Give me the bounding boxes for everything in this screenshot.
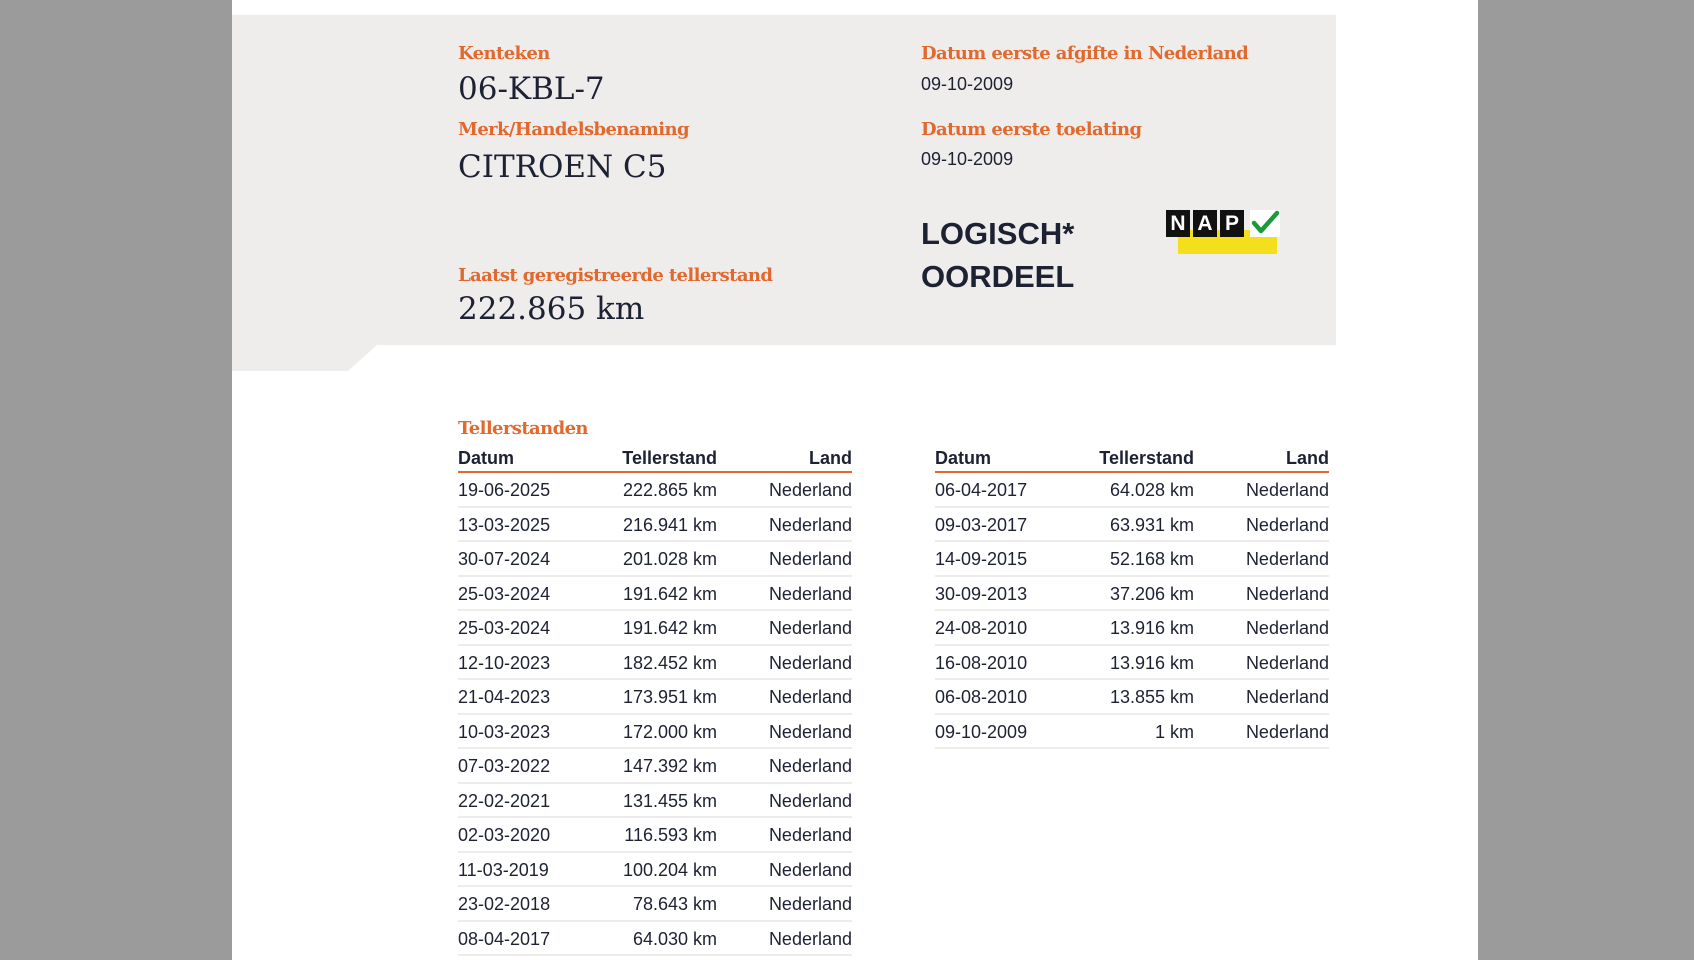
checkmark-icon	[1250, 210, 1280, 237]
row-datum: 08-04-2017	[458, 928, 551, 949]
row-datum: 06-04-2017	[935, 480, 1028, 500]
row-land: Nederland	[768, 859, 852, 880]
row-tellerstand: 147.392 km	[622, 756, 717, 776]
row-datum: 07-03-2022	[458, 756, 551, 776]
row-land: Nederland	[1245, 721, 1329, 742]
table-row	[458, 818, 852, 853]
header-datum: Datum	[458, 448, 515, 468]
row-tellerstand: 100.204 km	[622, 859, 717, 880]
afgifte-label: Datum eerste afgifte in Nederland	[921, 43, 1249, 64]
table-row	[935, 715, 1329, 750]
header-tellerstand: Tellerstand	[622, 448, 717, 468]
header-land: Land	[1286, 448, 1329, 468]
row-datum: 24-08-2010	[935, 618, 1028, 638]
row-land: Nederland	[768, 583, 852, 604]
row-datum: 30-09-2013	[935, 583, 1028, 604]
row-land: Nederland	[768, 825, 852, 845]
header-datum: Datum	[935, 448, 992, 468]
table-row	[935, 680, 1329, 715]
row-land: Nederland	[768, 480, 852, 500]
row-land: Nederland	[768, 928, 852, 949]
merk-value: CITROEN C5	[458, 149, 667, 185]
table-row	[935, 542, 1329, 577]
table-body	[935, 473, 1329, 749]
row-tellerstand: 191.642 km	[622, 618, 717, 638]
table-row	[935, 577, 1329, 612]
table-row	[935, 508, 1329, 543]
row-tellerstand: 1 km	[1154, 721, 1194, 742]
table-row	[458, 473, 852, 508]
row-tellerstand: 216.941 km	[622, 514, 717, 535]
row-land: Nederland	[1245, 514, 1329, 535]
row-datum: 10-03-2023	[458, 721, 551, 742]
table-row	[458, 611, 852, 646]
row-datum: 14-09-2015	[935, 549, 1028, 569]
row-land: Nederland	[1245, 583, 1329, 604]
table-row	[458, 749, 852, 784]
row-tellerstand: 173.951 km	[622, 687, 717, 707]
row-tellerstand: 222.865 km	[622, 480, 717, 500]
table-body	[458, 473, 852, 956]
row-datum: 19-06-2025	[458, 480, 551, 500]
row-land: Nederland	[768, 514, 852, 535]
row-tellerstand: 131.455 km	[622, 790, 717, 811]
row-tellerstand: 182.452 km	[622, 652, 717, 673]
row-land: Nederland	[1245, 687, 1329, 707]
row-land: Nederland	[768, 756, 852, 776]
header-tellerstand: Tellerstand	[1099, 448, 1194, 468]
afgifte-value: 09-10-2009	[921, 74, 1014, 94]
row-tellerstand: 37.206 km	[1109, 583, 1194, 604]
row-land: Nederland	[1245, 480, 1329, 500]
header-land: Land	[809, 448, 852, 468]
row-tellerstand: 52.168 km	[1109, 549, 1194, 569]
kenteken-value: 06-KBL-7	[458, 71, 605, 107]
row-datum: 12-10-2023	[458, 652, 551, 673]
table-header	[935, 445, 1329, 473]
table-row	[458, 542, 852, 577]
row-datum: 21-04-2023	[458, 687, 551, 707]
row-land: Nederland	[1245, 618, 1329, 638]
row-tellerstand: 64.030 km	[632, 928, 717, 949]
tellerstanden-title: Tellerstanden	[458, 418, 588, 439]
nap-logo	[1166, 208, 1282, 256]
row-land: Nederland	[1245, 549, 1329, 569]
row-datum: 25-03-2024	[458, 583, 551, 604]
row-land: Nederland	[768, 894, 852, 914]
row-land: Nederland	[768, 652, 852, 673]
verdict-line2: OORDEEL	[921, 259, 1075, 294]
row-tellerstand: 13.855 km	[1109, 687, 1194, 707]
row-tellerstand: 191.642 km	[622, 583, 717, 604]
row-datum: 23-02-2018	[458, 894, 551, 914]
row-datum: 13-03-2025	[458, 514, 551, 535]
merk-label: Merk/Handelsbenaming	[458, 119, 690, 140]
panel-notch	[232, 345, 377, 371]
row-tellerstand: 13.916 km	[1109, 652, 1194, 673]
row-land: Nederland	[768, 721, 852, 742]
row-land: Nederland	[768, 790, 852, 811]
row-datum: 30-07-2024	[458, 549, 551, 569]
table-row	[458, 715, 852, 750]
tellerstand-label: Laatst geregistreerde tellerstand	[458, 265, 773, 286]
row-tellerstand: 13.916 km	[1109, 618, 1194, 638]
nap-letter-a: A	[1193, 210, 1217, 237]
row-land: Nederland	[768, 618, 852, 638]
nap-letter-n: N	[1166, 210, 1190, 237]
table-row	[458, 646, 852, 681]
nap-letter-p: P	[1220, 210, 1244, 237]
row-datum: 09-03-2017	[935, 514, 1028, 535]
table-row	[458, 784, 852, 819]
row-datum: 16-08-2010	[935, 652, 1028, 673]
table-row	[458, 853, 852, 888]
readings-table-right	[935, 445, 1329, 749]
vehicle-summary-panel	[232, 15, 1336, 345]
readings-table-left	[458, 445, 852, 956]
row-land: Nederland	[1245, 652, 1329, 673]
row-datum: 11-03-2019	[458, 859, 549, 880]
row-tellerstand: 63.931 km	[1109, 514, 1194, 535]
table-row	[458, 577, 852, 612]
kenteken-label: Kenteken	[458, 43, 550, 64]
row-tellerstand: 78.643 km	[632, 894, 717, 914]
row-datum: 02-03-2020	[458, 825, 551, 845]
row-datum: 25-03-2024	[458, 618, 551, 638]
table-row	[458, 922, 852, 957]
table-row	[458, 508, 852, 543]
row-land: Nederland	[768, 687, 852, 707]
report-page	[232, 0, 1478, 960]
toelating-value: 09-10-2009	[921, 149, 1014, 169]
table-header	[458, 445, 852, 473]
row-tellerstand: 116.593 km	[624, 825, 717, 845]
table-row	[935, 473, 1329, 508]
table-row	[458, 887, 852, 922]
table-row	[935, 611, 1329, 646]
table-row	[458, 680, 852, 715]
row-tellerstand: 201.028 km	[622, 549, 717, 569]
verdict-line1: LOGISCH*	[921, 216, 1075, 251]
row-land: Nederland	[768, 549, 852, 569]
row-tellerstand: 64.028 km	[1109, 480, 1194, 500]
row-tellerstand: 172.000 km	[622, 721, 717, 742]
row-datum: 22-02-2021	[458, 790, 551, 811]
row-datum: 09-10-2009	[935, 721, 1028, 742]
tellerstand-value: 222.865 km	[458, 291, 645, 327]
table-row	[935, 646, 1329, 681]
row-datum: 06-08-2010	[935, 687, 1028, 707]
toelating-label: Datum eerste toelating	[921, 119, 1142, 140]
